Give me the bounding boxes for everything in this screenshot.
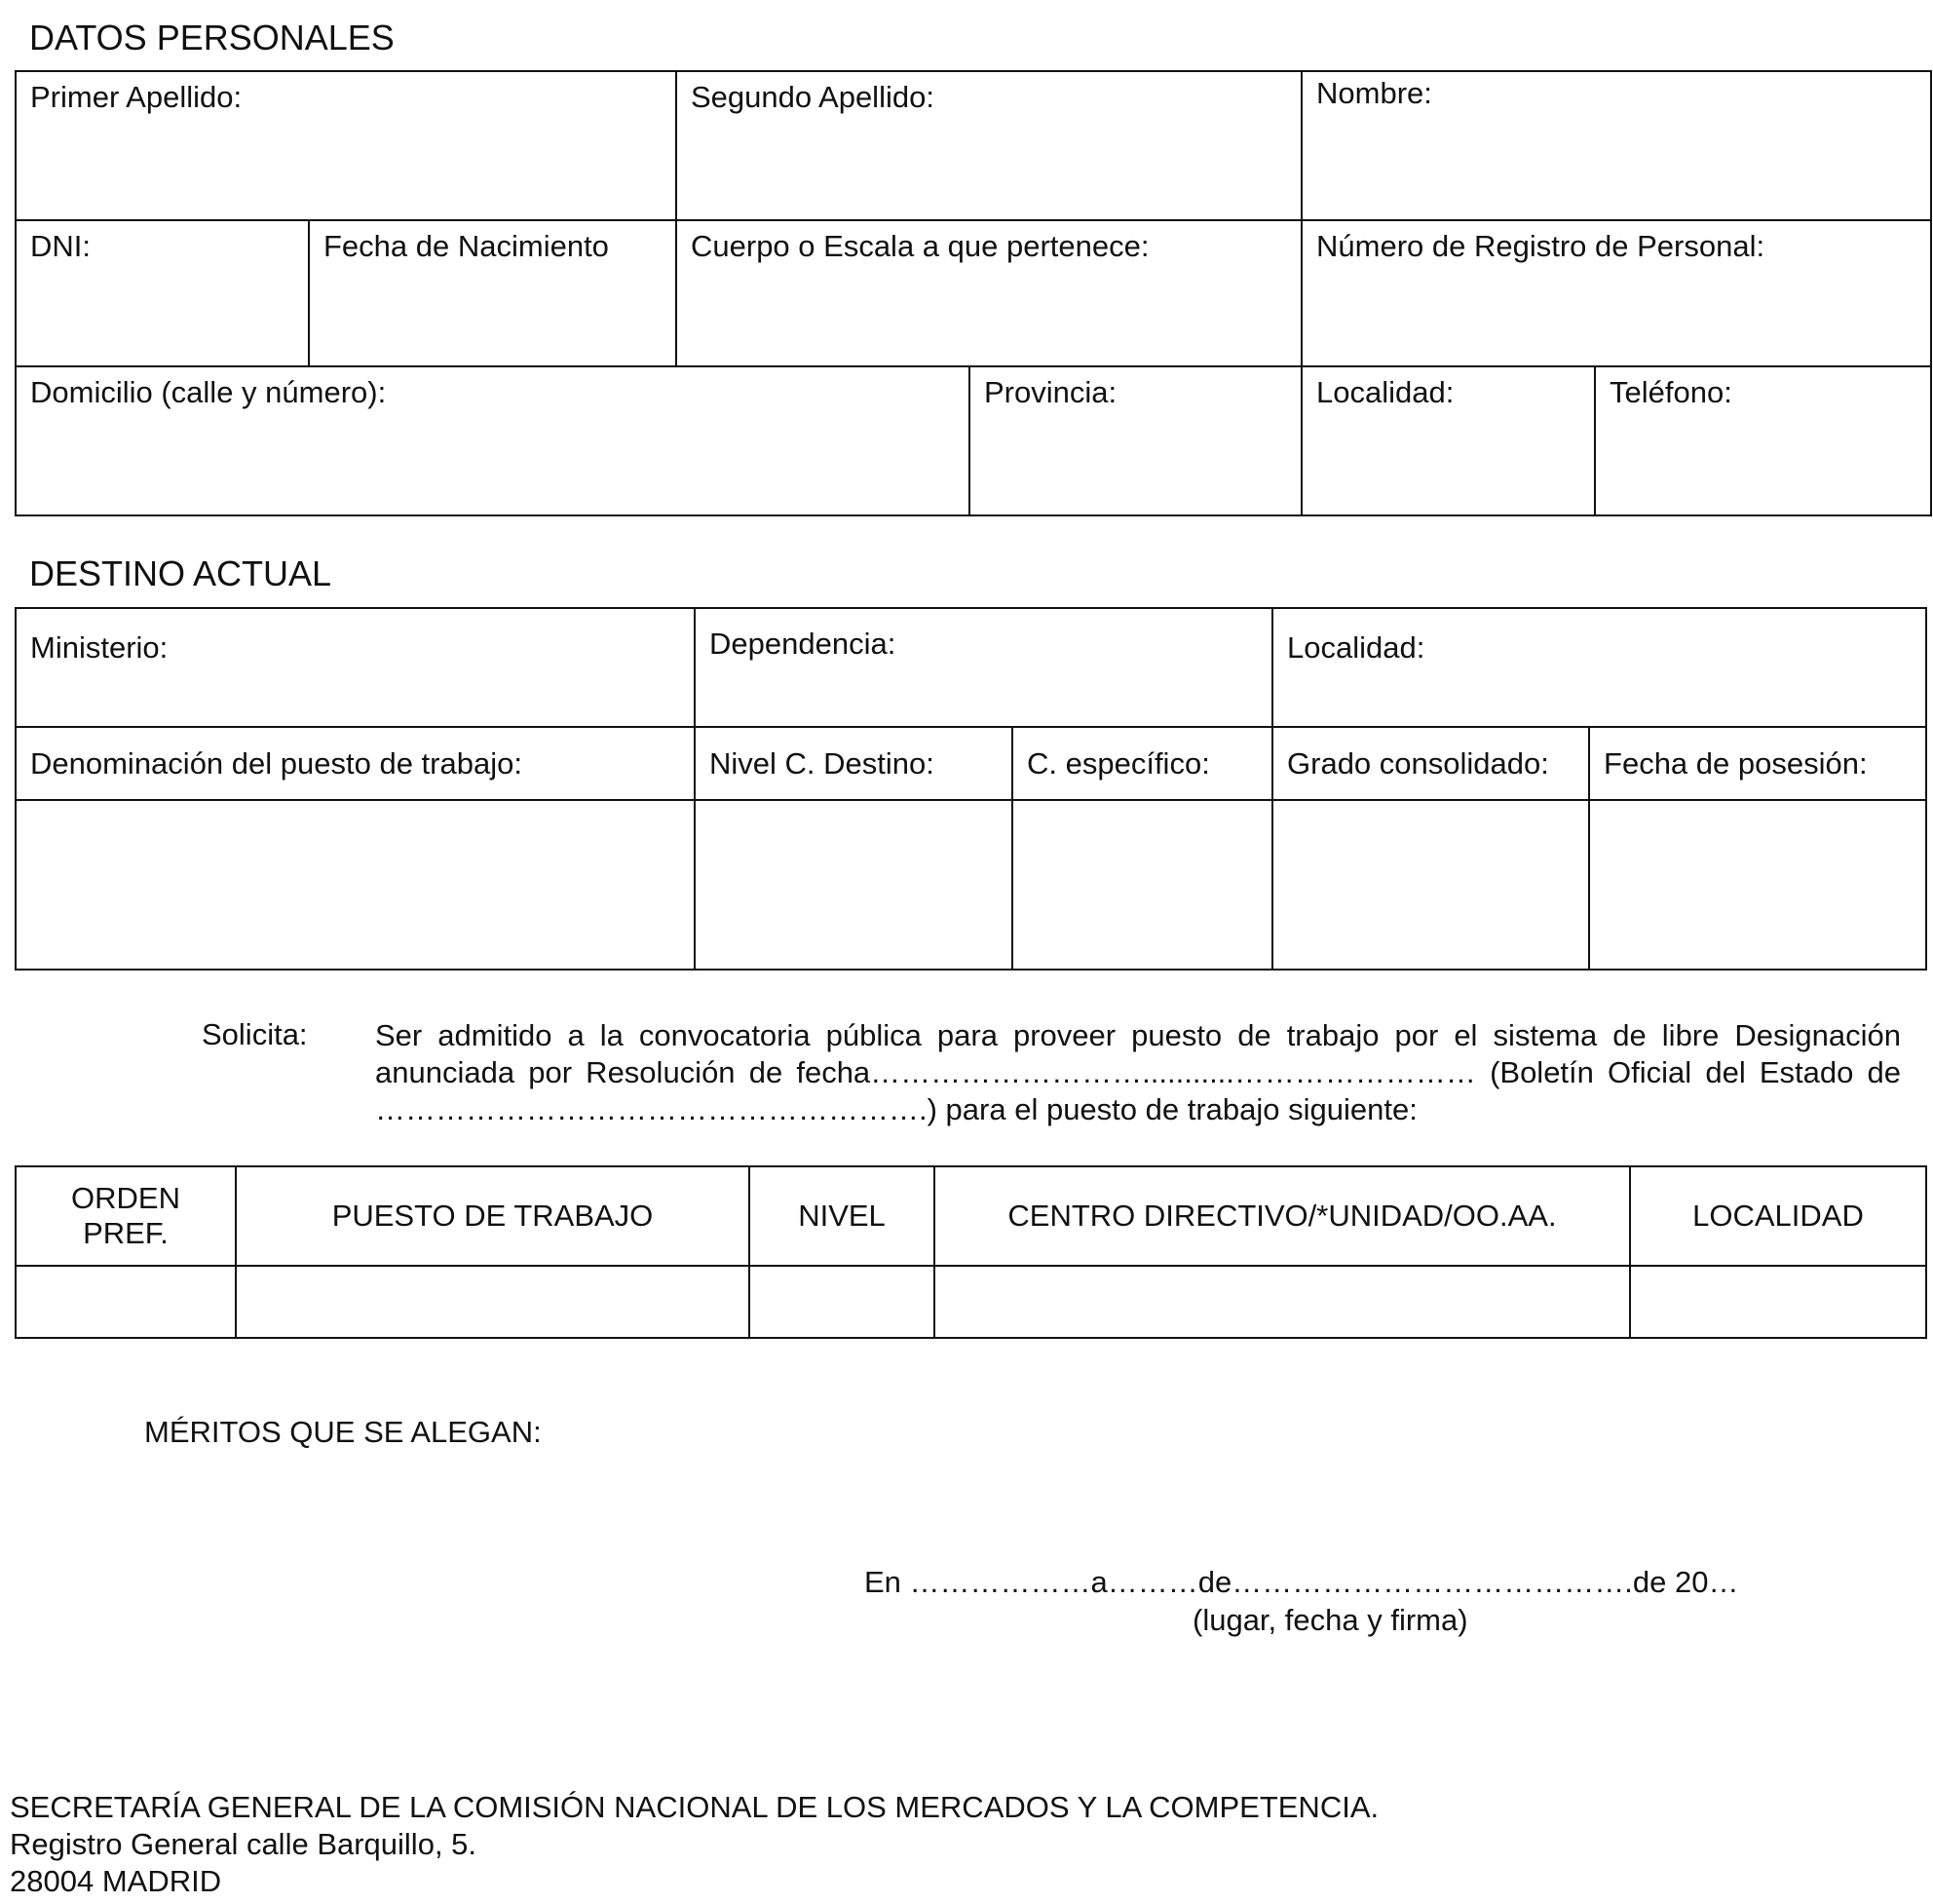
especifico-header — [1012, 727, 1272, 800]
ministerio-label: Ministerio: — [30, 630, 169, 665]
segundo-apellido-field[interactable] — [676, 71, 1302, 220]
orden-line-2: PREF. — [83, 1216, 169, 1250]
fecha-nacimiento-field[interactable] — [309, 220, 676, 366]
solicita-label: Solicita: — [202, 1017, 308, 1051]
dependencia-label: Dependencia: — [709, 627, 896, 661]
numero-registro-field[interactable] — [1302, 220, 1931, 366]
destino-actual-table — [15, 607, 1927, 971]
grado-input-cell[interactable] — [1272, 800, 1589, 970]
grado-header — [1272, 727, 1589, 800]
centro-input-cell[interactable] — [934, 1266, 1630, 1338]
fecha-nacimiento-label: Fecha de Nacimiento — [323, 229, 609, 263]
telefono-field[interactable] — [1595, 366, 1931, 515]
domicilio-field[interactable] — [16, 366, 969, 515]
orden-input-cell[interactable] — [16, 1266, 236, 1338]
datos-personales-table — [15, 70, 1932, 516]
footer-line-3: 28004 MADRID — [10, 1864, 222, 1898]
puesto-input-cell[interactable] — [236, 1266, 749, 1338]
fecha-posesion-input-cell[interactable] — [1589, 800, 1926, 970]
cuerpo-escala-label: Cuerpo o Escala a que pertenece: — [691, 229, 1150, 263]
header-nivel: NIVEL — [749, 1166, 934, 1266]
section-title-datos-personales: DATOS PERSONALES — [29, 18, 395, 57]
localidad-field[interactable] — [1302, 366, 1595, 515]
solicita-line-3: ……………………………………………….) para el puesto de trabajo siguiente: — [375, 1092, 1418, 1126]
header-orden-pref — [16, 1166, 236, 1266]
meritos-label: MÉRITOS QUE SE ALEGAN: — [144, 1415, 542, 1449]
dni-field[interactable] — [16, 220, 309, 366]
puestos-table — [15, 1165, 1927, 1339]
denominacion-label: Denominación del puesto de trabajo: — [30, 745, 522, 781]
nivel-destino-label: Nivel C. Destino: — [709, 745, 934, 781]
header-puesto-trabajo: PUESTO DE TRABAJO — [236, 1166, 749, 1266]
firma-caption: (lugar, fecha y firma) — [1193, 1603, 1468, 1637]
ministerio-field[interactable] — [16, 608, 695, 727]
domicilio-label: Domicilio (calle y número): — [30, 375, 387, 409]
fecha-posesion-header — [1589, 727, 1926, 800]
solicita-text — [375, 1017, 1901, 1128]
denominacion-input-cell[interactable] — [16, 800, 695, 970]
grado-label: Grado consolidado: — [1287, 745, 1549, 781]
footer-line-1: SECRETARÍA GENERAL DE LA COMISIÓN NACIONAL DE LOS MERCADOS Y LA COMPETENCIA. — [10, 1790, 1380, 1824]
footer-line-2: Registro General calle Barquillo, 5. — [10, 1827, 477, 1861]
especifico-label: C. específico: — [1027, 745, 1210, 781]
solicita-line-2: anunciada por Resolución de fecha………………………...........…………………… (Boletín Oficial del Estado de — [375, 1055, 1901, 1089]
primer-apellido-field[interactable] — [16, 71, 676, 220]
fecha-posesion-label: Fecha de posesión: — [1604, 745, 1868, 781]
firma-line: En ………………a………de………………………………….de 20… — [864, 1565, 1739, 1599]
header-localidad: LOCALIDAD — [1630, 1166, 1926, 1266]
segundo-apellido-label: Segundo Apellido: — [691, 80, 934, 114]
especifico-input-cell[interactable] — [1012, 800, 1272, 970]
solicita-line-1: Ser admitido a la convocatoria pública para proveer puesto de trabajo por el sistema de libre Designación — [375, 1018, 1901, 1052]
header-centro-directivo: CENTRO DIRECTIVO/*UNIDAD/OO.AA. — [934, 1166, 1630, 1266]
localidad-input-cell[interactable] — [1630, 1266, 1926, 1338]
localidad-destino-label: Localidad: — [1287, 630, 1425, 665]
nivel-destino-header — [695, 727, 1012, 800]
numero-registro-label: Número de Registro de Personal: — [1316, 229, 1765, 263]
localidad-label: Localidad: — [1316, 375, 1455, 409]
footer-address — [10, 1789, 1379, 1900]
cuerpo-escala-field[interactable] — [676, 220, 1302, 366]
nombre-field[interactable] — [1302, 71, 1931, 220]
localidad-destino-field[interactable] — [1272, 608, 1926, 727]
nombre-label: Nombre: — [1316, 76, 1432, 110]
denominacion-header — [16, 727, 695, 800]
nivel-destino-input-cell[interactable] — [695, 800, 1012, 970]
primer-apellido-label: Primer Apellido: — [30, 80, 243, 114]
section-title-destino-actual: DESTINO ACTUAL — [29, 553, 332, 593]
dependencia-field[interactable] — [695, 608, 1272, 727]
telefono-label: Teléfono: — [1610, 375, 1732, 409]
dni-label: DNI: — [30, 229, 91, 263]
provincia-field[interactable] — [969, 366, 1302, 515]
nivel-input-cell[interactable] — [749, 1266, 934, 1338]
provincia-label: Provincia: — [984, 375, 1118, 409]
orden-line-1: ORDEN — [71, 1181, 180, 1216]
